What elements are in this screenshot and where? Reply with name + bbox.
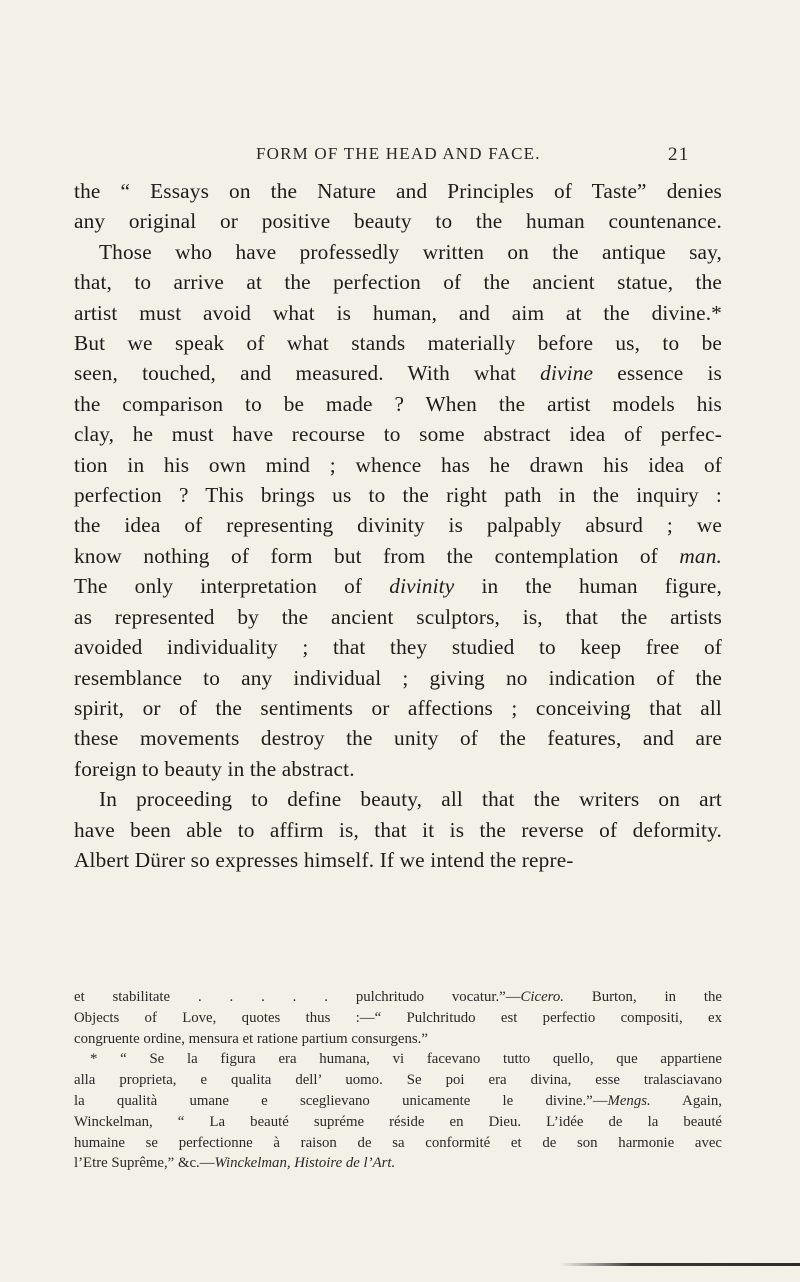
footnotes-italic-text: Winckelman, Histoire de l’Art. (214, 1155, 396, 1172)
body-line (74, 510, 722, 540)
footnotes-line-text: humaine se perfectionne à raison de sa conformité et de son harmonie avec (74, 1134, 722, 1151)
footnotes-line (74, 1112, 722, 1133)
body-line-text: these movements destroy the unity of the features, and are (74, 726, 722, 751)
page-edge-shadow (560, 1263, 800, 1266)
footnotes-line (74, 1133, 722, 1154)
body-line (74, 754, 722, 784)
page-number: 21 (668, 144, 690, 165)
body-line (74, 358, 722, 388)
body-line-text: artist must avoid what is human, and aim at the divine.* (74, 300, 722, 325)
footnotes-line (74, 1029, 722, 1050)
body-italic-text: man. (679, 543, 722, 568)
footnotes-line-text: Burton, in the (563, 989, 722, 1005)
body-italic-text: divinity (389, 574, 455, 599)
body-line (74, 328, 722, 358)
body-line-text: But we speak of what stands materially before us, to be (74, 331, 722, 356)
body-line (74, 723, 722, 753)
running-title: FORM OF THE HEAD AND FACE. (256, 144, 541, 163)
footnotes-line-text: Again, (650, 1092, 722, 1109)
footnotes-line-text: congruente ordine, mensura et ratione partium consurgens.” (74, 1030, 428, 1047)
footnotes (74, 987, 722, 1174)
body-line-text: the idea of representing divinity is palpably absurd ; we (74, 513, 722, 538)
body-line (74, 784, 722, 814)
footnotes-line (74, 1008, 722, 1029)
body-line-text: the “ Essays on the Nature and Principles of Taste” denies (74, 179, 722, 203)
body-line (74, 571, 722, 601)
body-line-text: spirit, or of the sentiments or affections ; conceiving that all (74, 695, 722, 720)
footnotes-line-text: * “ Se la figura era humana, vi facevano tutto quello, que appartiene (90, 1051, 722, 1068)
footnotes-line (74, 1091, 722, 1112)
body-line-text: resemblance to any individual ; giving no indication of the (74, 665, 722, 690)
footnotes-line-text: alla proprieta, e qualita dell’ uomo. Se poi era divina, esse tralasciavano (74, 1072, 722, 1089)
body-line (74, 541, 722, 571)
body-line-text: Those who have professedly written on the antique say, (99, 239, 722, 264)
body-text (74, 176, 722, 875)
footnotes-line-text: l’Etre Suprême,” &c.— (74, 1155, 215, 1172)
body-line (74, 206, 722, 236)
body-line (74, 176, 722, 206)
body-line-text: avoided individuality ; that they studied to keep free of (74, 635, 722, 660)
footnotes-line (74, 1153, 722, 1174)
body-line (74, 693, 722, 723)
body-line (74, 389, 722, 419)
body-line (74, 267, 722, 297)
footnotes-line-text: Winckelman, “ La beauté supréme réside en Dieu. L’idée de la beauté (74, 1113, 722, 1130)
body-line (74, 602, 722, 632)
body-line-text: the comparison to be made ? When the artist models his (74, 391, 722, 416)
body-line-text: clay, he must have recourse to some abstract idea of perfec- (74, 422, 722, 447)
body-line (74, 419, 722, 449)
footnotes-line-text: et stabilitate . . . . . pulchritudo vocatur.”— (74, 989, 521, 1005)
body-line (74, 845, 722, 875)
footnotes-line (74, 987, 722, 1008)
footnotes-line-text: la qualità umane e sceglievano unicamente le divine.”— (74, 1092, 608, 1109)
body-italic-text: divine (540, 361, 594, 386)
body-line-text: seen, touched, and measured. With what (74, 361, 541, 386)
body-line-text: Albert Dürer so expresses himself. If we intend the repre- (74, 847, 574, 872)
footnotes-italic-text: Cicero. (520, 989, 564, 1005)
body-line-text: any original or positive beauty to the human countenance. (74, 209, 722, 234)
body-line-text: have been able to affirm is, that it is the reverse of deformity. (74, 817, 722, 842)
body-line-text: tion in his own mind ; whence has he drawn his idea of (74, 452, 722, 477)
body-line (74, 632, 722, 662)
body-line-text: The only interpretation of (74, 574, 390, 599)
footnotes-line (74, 1049, 722, 1070)
body-line (74, 298, 722, 328)
footnotes-line (74, 1070, 722, 1091)
footnotes-line-text: Objects of Love, quotes thus :—“ Pulchritudo est perfectio compositi, ex (74, 1009, 722, 1026)
footnotes-italic-text: Mengs. (607, 1092, 651, 1109)
body-line-text: perfection ? This brings us to the right path in the inquiry : (74, 483, 722, 508)
body-line-text: that, to arrive at the perfection of the ancient statue, the (74, 270, 722, 295)
body-line-text: know nothing of form but from the contemplation of (74, 543, 680, 568)
body-line (74, 480, 722, 510)
body-line-text: foreign to beauty in the abstract. (74, 756, 355, 781)
body-line-text: essence is (593, 361, 722, 386)
body-line (74, 663, 722, 693)
body-line-text: as represented by the ancient sculptors, is, that the artists (74, 604, 722, 629)
body-line (74, 450, 722, 480)
body-line-text: In proceeding to define beauty, all that the writers on art (99, 787, 722, 812)
body-line (74, 237, 722, 267)
body-line-text: in the human figure, (454, 574, 722, 599)
body-line (74, 815, 722, 845)
